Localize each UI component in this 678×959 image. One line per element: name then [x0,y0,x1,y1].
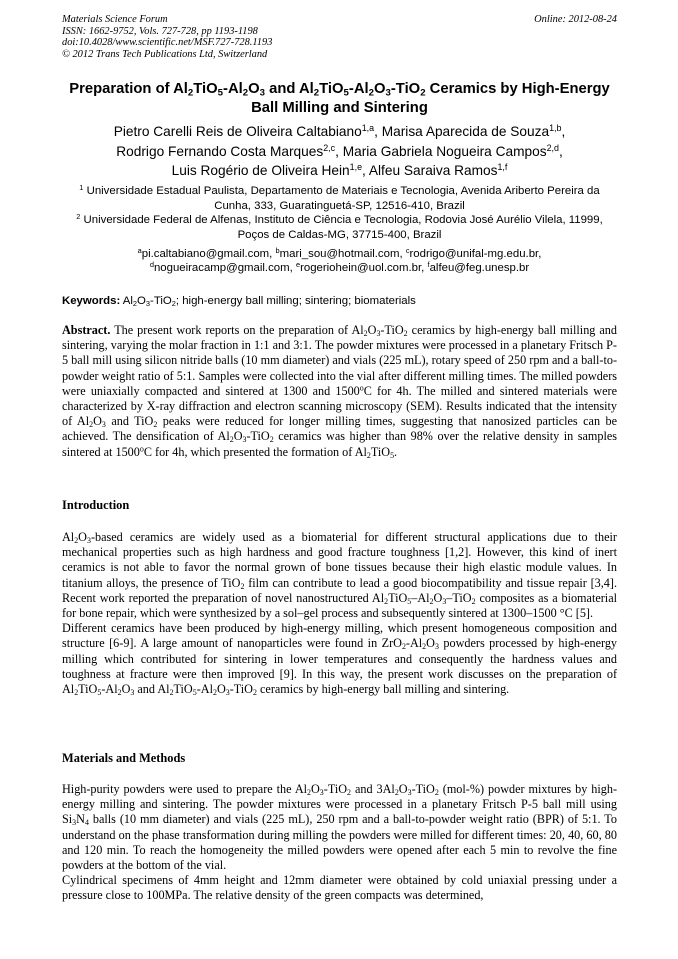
affiliation-1-text: Universidade Estadual Paulista, Departamento de Materiais e Tecnologia, Avenida Ariberto Pereira da Cunha, 333, Guaratinguetá-SP, 12516-410, Brazil [86,185,600,212]
keywords-label: Keywords: [62,295,121,307]
author-affiliation-mark: 1,a [361,123,375,134]
email-address[interactable]: $^b$mari_sou@hotmail.com [275,245,400,260]
doi-line: doi:10.4028/www.scientific.net/MSF.727-728.1193 [62,37,273,49]
methods-heading: Materials and Methods [62,751,186,765]
author-affiliation-mark: 1,e [349,162,363,173]
affiliation-2-text: Universidade Federal de Alfenas, Instituto de Ciência e Tecnologia, Rodovia José Aurélio Vilela, 11999, Poços de Caldas-MG, 37715-400, Brazil [83,214,603,241]
email-address[interactable]: $^a$pi.caltabiano@gmail.com [137,245,270,260]
author-name: Luis Rogério de Oliveira Hein [171,163,350,179]
author-affiliation-mark: 1,f [497,162,508,173]
affiliation-2 [62,213,617,242]
issn-line: ISSN: 1662-9752, Vols. 727-728, pp 1193-1198 [62,25,258,37]
author-name: Alfeu Saraiva Ramos [368,163,498,179]
author-list: Pietro Carelli Reis de Oliveira Caltabiano$^{1,a}$, Marisa Aparecida de Souza$^{1,b}$, Rodrigo Fernando Costa Marques$^{2,c}$, Maria Gabriela Nogueira Campos$^{2,d}$, Luis Rogério de Oliveira Hein$^{1,e}$, Alfeu Saraiva Ramos$^{1,f}$ [113,123,566,179]
author-name: Rodrigo Fernando Costa Marques [116,143,324,159]
methods-body [62,782,617,904]
copyright-line: © 2012 Trans Tech Publications Ltd, Switzerland [62,48,268,60]
email-list: $^a$pi.caltabiano@gmail.com, $^b$mari_sou@hotmail.com, $^c$rodrigo@unifal-mg.edu.br, $^d$nogueiracamp@gmail.com, $^e$rogeriohein@uol.com.br, $^f$alfeu@feg.unesp.br [137,245,542,275]
author [116,144,335,159]
author [369,163,507,178]
abstract [62,323,617,460]
introduction-paragraph-2: Different ceramics have been produced by high-energy milling, which present homogeneous composition and structure [6-9]. A large amount of nanoparticles were found in $ZrO_2-Al_2O_3$ powders processed by high-energy milling which contributed for sintering in lower temperatures and consequently the hardness values and toughness at fracture were then improved [9]. In this way, the present work discusses on the preparation of $Al_2TiO_5-Al_2O_3$ and $Al_2TiO_5-Al_2O_3-TiO_2$ ceramics by high-energy ball milling and sintering. [62,621,618,697]
author-name: Marisa Aparecida de Souza [381,124,550,139]
author [382,124,562,139]
email-address[interactable]: $^d$nogueiracamp@gmail.com [149,260,290,275]
methods-paragraph-1: High-purity powders were used to prepare the $Al_2O_3-TiO_2$ and $3Al_2O_3-TiO_2$ (mol-%) powder mixtures by high-energy milling and sintering. The powder mixtures were processed in a planetary Fritsch P-5 ball mill using $Si_3N_4$ balls (10 mm diameter) and vials (225 mL), 250 rpm and a ball-to-powder weight ratio (BPR) of 5:1. To understand on the phase transformation during milling the powders were milled for different times: 20, 40, 60, 80 and 120 min. To reach the homogeneity the milled powders were opened after each 5 min to revolve the fine powders at the bottom of the vial. [62,782,618,873]
keywords-text: $Al_2O_3-TiO_2$; high-energy ball milling; sintering; biomaterials [122,295,416,308]
author-affiliation-mark: 2,d [546,142,559,153]
author-affiliation-mark: 1,b [549,123,562,134]
author-name: Maria Gabriela Nogueira Campos [342,143,547,159]
methods-paragraph-2: Cylindrical specimens of 4mm height and 12mm diameter were obtained by cold uniaxial pressing under a pressure close to 100MPa. The relative density of the green compacts was determined, [62,873,617,903]
journal-name: Materials Science Forum [62,14,168,25]
abstract-label: Abstract. [62,323,111,337]
abstract-text: The present work reports on the preparation of $Al_2O_3-TiO_2$ ceramics by high-energy ball milling and sintering, varying the molar fraction in 1:1 and 3:1. The powder mixtures were processed in a planetary Fritsch P-5 ball mill using silicon nitride balls (10 mm diameter) and vials (225 mL), rotary speed of 250 rpm and a ball-to-powder weight ratio of 5:1. Samples were collected into the vial after different milling times. The milled powders were uniaxially compacted and sintered at 1300 and 1500$^o$C for 4h. The milled and sintered materials were characterized by X-ray diffraction and electron scanning microscopy (SEM). Results indicated that the intensity of $Al_2O_3$ and TiO$_2$ peaks were reduced for longer milling times, suggesting that nanosized particles can be achieved. The densification of $Al_2O_3-TiO_2$ ceramics was higher than 98% over the relative density in samples sintered at 1500$^o$C for 4h, which presented the formation of $Al_2TiO_5$. [62,323,617,460]
email-address[interactable]: $^e$rogeriohein@uol.com.br [295,260,422,275]
email-address[interactable]: $^f$alfeu@feg.unesp.br [427,260,530,275]
email-address[interactable]: $^c$rodrigo@unifal-mg.edu.br [405,245,539,260]
introduction-body [62,530,617,697]
affiliation-1 [62,184,617,213]
introduction-paragraph-1: $Al_2O_3$-based ceramics are widely used as a biomaterial for different structural applications due to their mechanical properties such as high hardness and good fracture toughness [1,2]. However, this kind of inert ceramics is not able to favor the normal grown of bone tissues because their high elastic module values. In titanium alloys, the presence of TiO$_2$ film can contribute to lead a good biocompatibility and tissue repair [3,4]. Recent work reported the preparation of novel nanostructured $Al_2TiO_5-Al_2O_3-TiO_2$ composites as a biomaterial for bone repair, which were synthesized by a sol–gel process and subsequently sintered at 1300–1500 °C [5]. [62,530,617,621]
author [172,163,362,178]
author-affiliation-mark: 2,c [323,142,336,153]
affiliation-2-number: 2 [76,211,81,221]
author [343,144,559,159]
online-date: Online: 2012-08-24 [534,14,617,25]
author [114,124,374,139]
introduction-heading: Introduction [62,498,130,512]
paper-title: Preparation of $Al_2TiO_5-Al_2O_3$ and $Al_2TiO_5-Al_2O_3-TiO_2$ Ceramics by High-Energy Ball Milling and Sintering [69,81,610,116]
journal-header [62,14,617,60]
affiliation-1-number: 1 [79,182,84,192]
author-name: Pietro Carelli Reis de Oliveira Caltabiano [113,124,362,139]
keywords [62,294,617,308]
